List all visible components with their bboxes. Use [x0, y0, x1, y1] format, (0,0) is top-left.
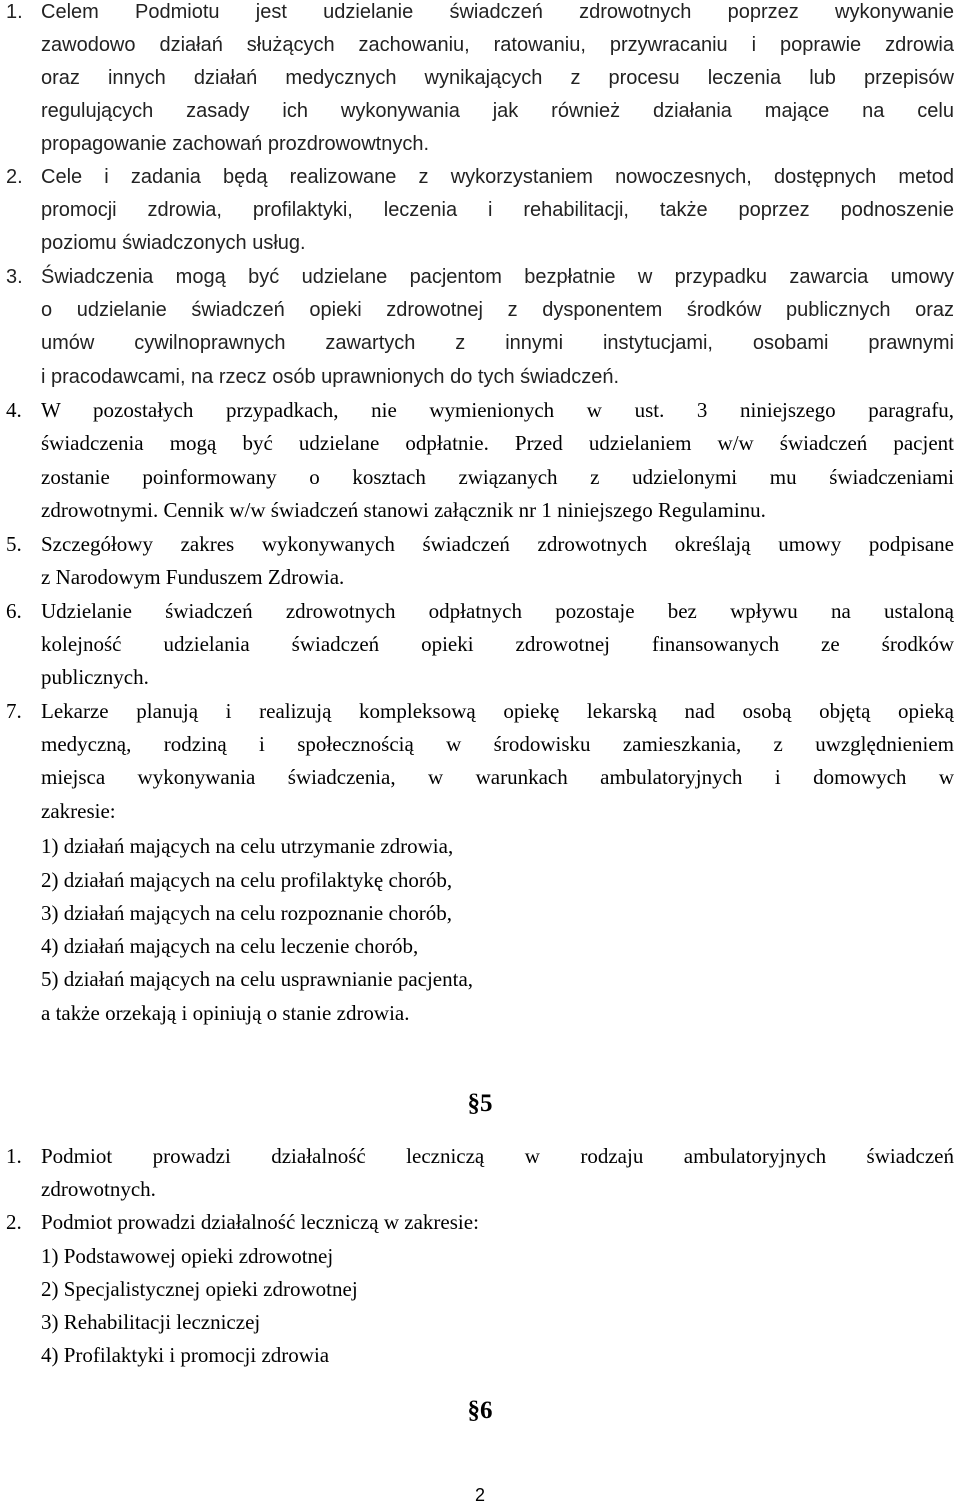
page-number: 2	[474, 1485, 485, 1505]
item-number: 4.	[6, 398, 22, 422]
sub-item: 3) działań mających na celu rozpoznanie chorób,	[41, 901, 453, 925]
item-line: miejsca wykonywania świadczenia, w warunkach ambulatoryjnych i domowych w	[41, 765, 954, 789]
item-line: Podmiot prowadzi działalność leczniczą w zakresie:	[41, 1210, 479, 1234]
sub-item: 1) działań mających na celu utrzymanie zdrowia,	[41, 834, 454, 858]
item-line: Lekarze planują i realizują kompleksową opiekę lekarską nad osobą objętą opieką	[41, 699, 954, 723]
sub-item: 2) działań mających na celu profilaktykę chorób,	[41, 868, 453, 892]
item-line: medyczną, rodziną i społecznością w środowisku zamieszkania, z uwzględnieniem	[41, 732, 954, 756]
item-line: propagowanie zachowań prozdrowowtnych.	[41, 133, 430, 155]
item-line: poziomu świadczonych usług.	[41, 232, 306, 254]
item-line: Cele i zadania będą realizowane z wykorzystaniem nowoczesnych, dostępnych metod	[41, 166, 954, 188]
sub-item: 4) działań mających na celu leczenie chorób,	[41, 934, 419, 958]
item-line: kolejność udzielania świadczeń opieki zdrowotnej finansowanych ze środków	[41, 632, 954, 656]
item-line: zakresie:	[41, 799, 116, 823]
item-number: 2.	[6, 166, 23, 188]
item-line: Świadczenia mogą być udzielane pacjentom bezpłatnie w przypadku zawarcia umowy	[41, 266, 954, 288]
item-number: 1.	[6, 1, 23, 23]
item-line: publicznych.	[41, 665, 149, 689]
item-line: z Narodowym Funduszem Zdrowia.	[41, 565, 345, 589]
item-line: o udzielanie świadczeń opieki zdrowotnej z dysponentem środków publicznych oraz	[41, 299, 954, 321]
item-line: zawodowo działań służących zachowaniu, ratowaniu, przywracaniu i poprawie zdrowia	[41, 34, 954, 56]
item-closing: a także orzekają i opiniują o stanie zdrowia.	[41, 1001, 410, 1025]
item-number: 7.	[6, 699, 22, 723]
sub-item: 4) Profilaktyki i promocji zdrowia	[41, 1343, 330, 1367]
sub-item: 1) Podstawowej opieki zdrowotnej	[41, 1244, 334, 1268]
section-heading: §6	[467, 1397, 493, 1424]
item-line: W pozostałych przypadkach, nie wymienionych w ust. 3 niniejszego paragrafu,	[41, 398, 954, 422]
item-number: 2.	[6, 1210, 22, 1234]
item-line: Podmiot prowadzi działalność leczniczą w rodzaju ambulatoryjnych świadczeń	[41, 1144, 954, 1168]
sub-item: 2) Specjalistycznej opieki zdrowotnej	[41, 1277, 358, 1301]
item-line: Celem Podmiotu jest udzielanie świadczeń zdrowotnych poprzez wykonywanie	[41, 1, 954, 23]
item-line: umów cywilnoprawnych zawartych z innymi instytucjami, osobami prawnymi	[41, 332, 954, 354]
item-number: 5.	[6, 532, 22, 556]
item-line: zdrowotnych.	[41, 1177, 156, 1201]
item-line: Udzielanie świadczeń zdrowotnych odpłatnych pozostaje bez wpływu na ustaloną	[41, 599, 954, 623]
item-line: i pracodawcami, na rzecz osób uprawnionych do tych świadczeń.	[41, 366, 620, 388]
item-number: 3.	[6, 266, 23, 288]
item-line: Szczegółowy zakres wykonywanych świadczeń zdrowotnych określają umowy podpisane	[41, 532, 954, 556]
sub-item: 3) Rehabilitacji leczniczej	[41, 1310, 261, 1334]
item-line: zdrowotnymi. Cennik w/w świadczeń stanowi załącznik nr 1 niniejszego Regulaminu.	[41, 498, 766, 522]
item-line: zostanie poinformowany o kosztach związanych z udzielonymi mu świadczeniami	[41, 465, 954, 489]
section-heading: §5	[467, 1090, 493, 1117]
item-number: 6.	[6, 599, 22, 623]
item-line: promocji zdrowia, profilaktyki, leczenia i rehabilitacji, także poprzez podnoszenie	[41, 199, 954, 221]
item-line: świadczenia mogą być udzielane odpłatnie. Przed udzielaniem w/w świadczeń pacjent	[41, 431, 954, 455]
sub-item: 5) działań mających na celu usprawnianie pacjenta,	[41, 967, 474, 991]
item-line: regulujących zasady ich wykonywania jak również działania mające na celu	[41, 100, 954, 122]
item-line: oraz innych działań medycznych wynikających z procesu leczenia lub przepisów	[41, 67, 954, 89]
item-number: 1.	[6, 1144, 22, 1168]
